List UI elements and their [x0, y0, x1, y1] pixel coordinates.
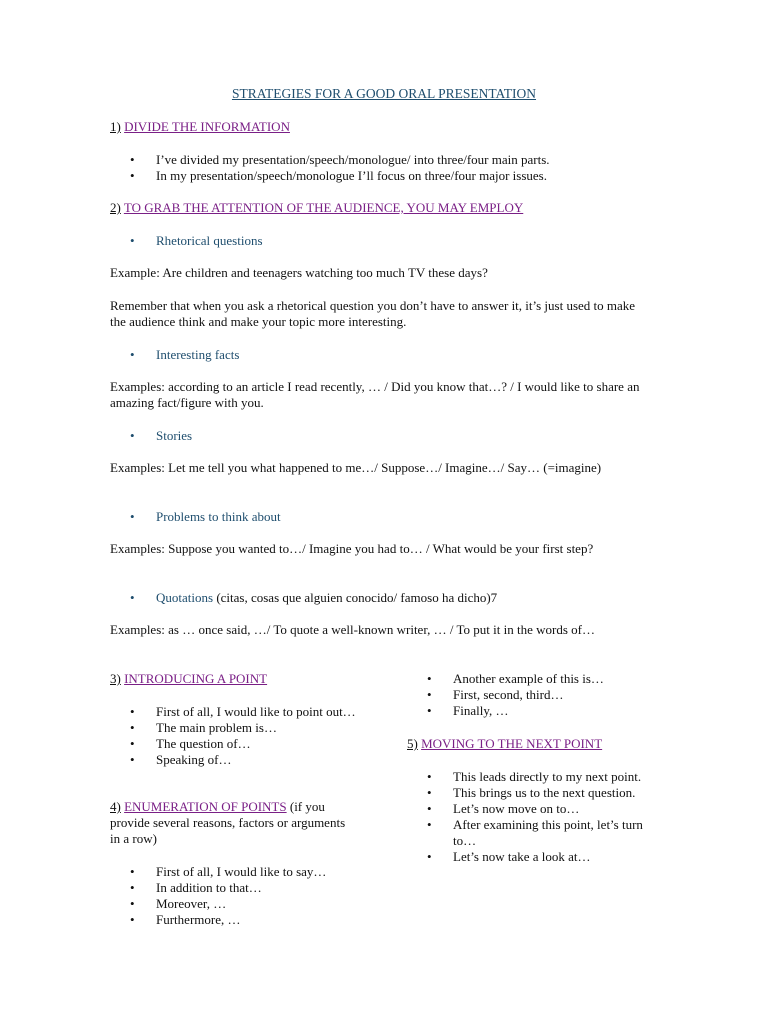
section-4-note: (if you provide several reasons, factors or arguments in a row)	[110, 799, 346, 846]
section-4-title: ENUMERATION OF POINTS	[124, 799, 287, 814]
stories-example	[110, 460, 610, 476]
page-title: STRATEGIES FOR A GOOD ORAL PRESENTATION	[231, 86, 537, 101]
example-text: Are children and teenagers watching too much TV these days?	[159, 265, 488, 280]
section-2-heading	[110, 200, 523, 216]
example-label: Examples:	[110, 622, 165, 637]
section-2-number: 2)	[110, 200, 121, 215]
section-3-title: INTRODUCING A POINT	[124, 671, 268, 686]
list-item: • The question of…	[110, 736, 360, 752]
example-text: as … once said, …/ To quote a well-known writer, … / To put it in the words of…	[164, 622, 595, 637]
list-item: • Finally, …	[407, 703, 657, 719]
list-item: • First, second, third…	[407, 687, 657, 703]
section-1-list	[110, 152, 670, 184]
section-1-number: 1)	[110, 119, 121, 134]
list-item: • This leads directly to my next point.	[407, 769, 647, 785]
section-1-heading	[110, 119, 290, 135]
quotations-label: Quotations	[156, 590, 214, 605]
list-item: • This brings us to the next question.	[407, 785, 647, 801]
section-5-list	[407, 769, 647, 865]
list-item: • In addition to that…	[110, 880, 370, 896]
section-4-list	[110, 864, 370, 928]
rhetorical-note: Remember that when you ask a rhetorical question you don’t have to answer it, it’s just used to make the audience think and make your topic more interesting.	[110, 298, 636, 329]
quotations-item	[110, 590, 670, 606]
interesting-facts-bullet	[110, 347, 239, 363]
rhetorical-questions-bullet	[110, 233, 263, 249]
example-text: according to an article I read recently, … / Did you know that…? / I would like to share an amazing fact/figure with you.	[110, 379, 640, 410]
quotations-bullet	[110, 590, 670, 606]
example-label: Examples:	[110, 460, 165, 475]
problems-bullet	[110, 509, 281, 525]
section-3-list	[110, 704, 360, 768]
section-1-title: DIVIDE THE INFORMATION	[124, 119, 290, 134]
example-label: Example:	[110, 265, 160, 280]
facts-example	[110, 379, 655, 411]
problems-example	[110, 541, 640, 557]
section-4-heading	[110, 799, 355, 847]
right-column-list	[407, 671, 657, 719]
rhetorical-questions-label: • Rhetorical questions	[110, 233, 263, 249]
section-5-title: MOVING TO THE NEXT POINT	[421, 736, 603, 751]
list-item: • First of all, I would like to say…	[110, 864, 370, 880]
list-item: • Another example of this is…	[407, 671, 657, 687]
problems-label: • Problems to think about	[110, 509, 281, 525]
stories-label: • Stories	[110, 428, 192, 444]
stories-bullet	[110, 428, 192, 444]
list-item: • The main problem is…	[110, 720, 360, 736]
list-item: • Speaking of…	[110, 752, 360, 768]
section-5-number: 5)	[407, 736, 418, 751]
list-item: • Let’s now move on to…	[407, 801, 647, 817]
list-item: • Moreover, …	[110, 896, 370, 912]
example-label: Examples:	[110, 541, 165, 556]
list-item: • In my presentation/speech/monologue I’ll focus on three/four major issues.	[110, 168, 670, 184]
section-3-heading	[110, 671, 267, 687]
rhetorical-example	[110, 265, 670, 281]
quotations-note: (citas, cosas que alguien conocido/ famoso ha dicho)7	[213, 590, 498, 605]
quotations-example	[110, 622, 645, 638]
example-text: Suppose you wanted to…/ Imagine you had to… / What would be your first step?	[164, 541, 594, 556]
example-label: Examples:	[110, 379, 165, 394]
list-item: • I’ve divided my presentation/speech/monologue/ into three/four main parts.	[110, 152, 670, 168]
list-item: • Let’s now take a look at…	[407, 849, 647, 865]
section-5-heading	[407, 736, 602, 752]
list-item: • Furthermore, …	[110, 912, 370, 928]
list-item: • After examining this point, let’s turn to…	[407, 817, 647, 849]
list-item: • First of all, I would like to point out…	[110, 704, 360, 720]
section-2-title: TO GRAB THE ATTENTION OF THE AUDIENCE, YOU MAY EMPLOY	[123, 200, 524, 215]
section-4-number: 4)	[110, 799, 121, 814]
example-text: Let me tell you what happened to me…/ Suppose…/ Imagine…/ Say… (=imagine)	[164, 460, 602, 475]
interesting-facts-label: • Interesting facts	[110, 347, 239, 363]
section-3-number: 3)	[110, 671, 121, 686]
